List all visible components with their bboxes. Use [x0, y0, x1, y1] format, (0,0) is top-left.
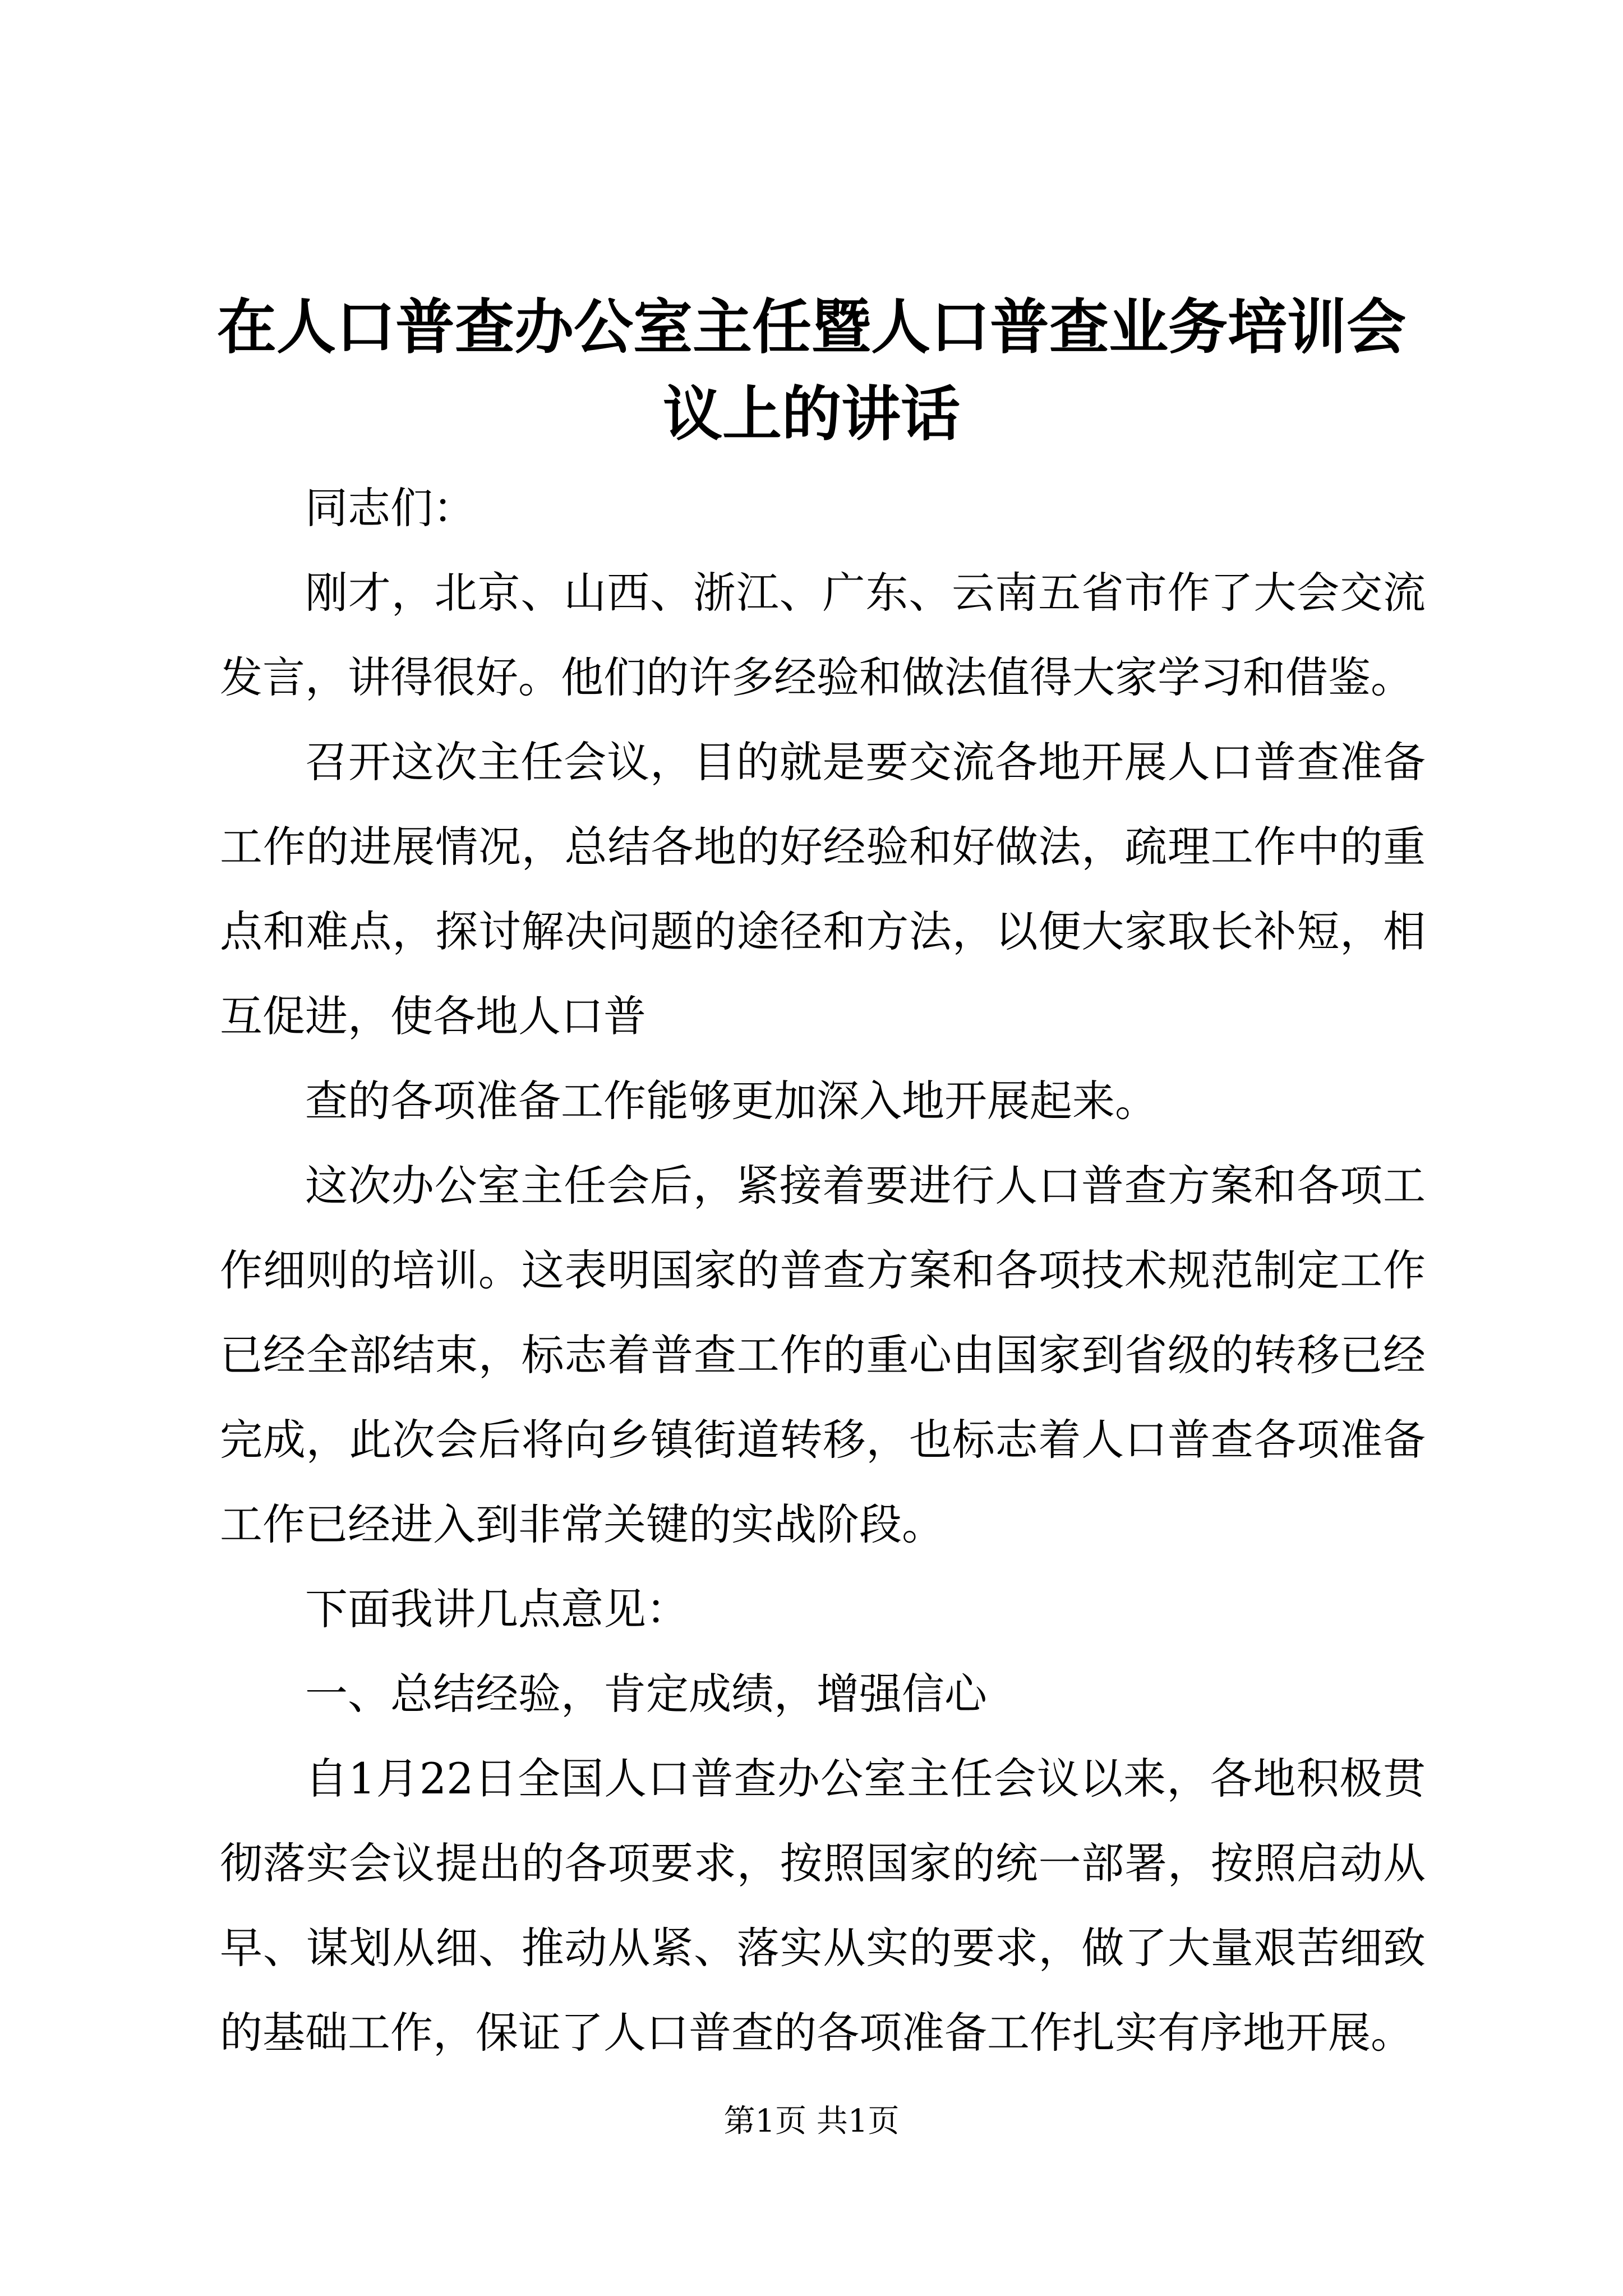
- document-body: [220, 466, 1426, 2075]
- paragraph: 下面我讲几点意见：: [305, 1584, 689, 1634]
- paragraph-salutation: 同志们：: [305, 483, 476, 533]
- document-title: 在人口普查办公室主任暨人口普查业务培训会议上的讲话: [217, 292, 1406, 449]
- paragraph: 自1月22日全国人口普查办公室主任会议以来，各地积极贯彻落实会议提出的各项要求，按照国家的统一部署，按照启动从早、谋划从细、推动从紧、落实从实的要求，做了大量艰苦细致的基础工作，保证了人口普查的各项准备工作扎实有序地开展。: [220, 1754, 1426, 2058]
- paragraph: 召开这次主任会议，目的就是要交流各地开展人口普查准备工作的进展情况，总结各地的好经验和好做法，疏理工作中的重点和难点，探讨解决问题的途径和方法，以便大家取长补短，相互促进，使各地人口普: [220, 737, 1426, 1041]
- paragraph: 刚才，北京、山西、浙江、广东、云南五省市作了大会交流发言，讲得很好。他们的许多经验和做法值得大家学习和借鉴。: [220, 568, 1426, 702]
- section-heading: 一、总结经验，肯定成绩，增强信心: [305, 1669, 987, 1719]
- paragraph: 查的各项准备工作能够更加深入地开展起来。: [305, 1076, 1158, 1126]
- page-footer: 第1页 共1页: [723, 2103, 900, 2139]
- paragraph: 这次办公室主任会后，紧接着要进行人口普查方案和各项工作细则的培训。这表明国家的普查方案和各项技术规范制定工作已经全部结束，标志着普查工作的重心由国家到省级的转移已经完成，此次会后将向乡镇街道转移，也标志着人口普查各项准备工作已经进入到非常关键的实战阶段。: [220, 1161, 1426, 1549]
